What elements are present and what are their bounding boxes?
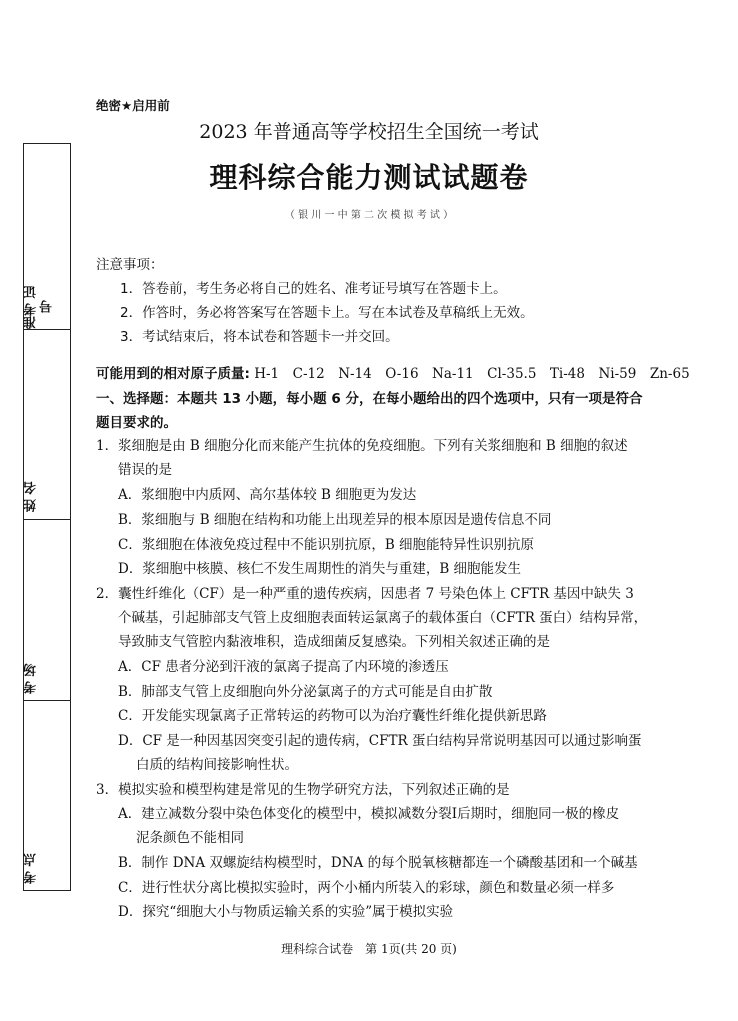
option-d-cont: 白质的结构间接影响性状。	[136, 757, 298, 773]
notice-item: 2．作答时，务必将答案写在答题卡上。写在本试卷及草稿纸上无效。	[120, 305, 534, 321]
atomic-masses-values: H-1 C-12 N-14 O-16 Na-11 Cl-35.5 Ti-48 Ni-59 Zn-65	[254, 366, 690, 382]
binding-column	[23, 143, 71, 891]
question-stem: 2．囊性纤维化（CF）是一种严重的遗传疾病，因患者 7 号染色体上 CFTR 基因中缺失 3	[96, 586, 634, 602]
option-a: A．CF 患者分泌到汗液的氯离子提高了内环境的渗透压	[118, 659, 449, 675]
atomic-masses-label: 可能用到的相对原子质量:	[96, 366, 250, 382]
atomic-masses	[96, 365, 690, 383]
binding-divider	[24, 329, 70, 330]
binding-label-name: 姓 名	[24, 481, 39, 513]
option-d: D．探究“细胞大小与物质运输关系的实验”属于模拟实验	[118, 904, 454, 920]
binding-label-exam-number: 准考 证号	[24, 285, 55, 329]
option-c: C．浆细胞在体液免疫过程中不能识别抗原，B 细胞能特异性识别抗原	[118, 537, 535, 553]
option-b: B．浆细胞与 B 细胞在结构和功能上出现差异的根本原因是遗传信息不同	[118, 512, 552, 528]
option-a: A．浆细胞中内质网、高尔基体较 B 细胞更为发达	[118, 487, 417, 503]
binding-divider	[24, 519, 70, 520]
confidential-mark: 绝密★启用前	[96, 98, 170, 113]
option-a: A．建立减数分裂中染色体变化的模型中，模拟减数分裂Ⅰ后期时，细胞同一极的橡皮	[118, 806, 620, 822]
notice-item: 1．答卷前，考生务必将自己的姓名、准考证号填写在答题卡上。	[120, 281, 507, 297]
option-d: D．浆细胞中核膜、核仁不发生周期性的消失与重建，B 细胞能发生	[118, 561, 522, 577]
option-b: B．制作 DNA 双螺旋结构模型时，DNA 的每个脱氧核糖都连一个磷酸基团和一个碱基	[118, 855, 638, 871]
binding-label-exam-room: 考 场	[24, 663, 39, 695]
binding-label-exam-site: 考 点	[24, 853, 39, 885]
exam-title: 2023 年普通高等学校招生全国统一考试	[199, 121, 539, 143]
notice-item: 3．考试结束后，将本试卷和答题卡一并交回。	[120, 329, 399, 345]
section-heading-cont: 题目要求的。	[96, 415, 177, 431]
option-c: C．开发能实现氯离子正常转运的药物可以为治疗囊性纤维化提供新思路	[118, 708, 547, 724]
question-stem-cont: 个碱基，引起肺部支气管上皮细胞表面转运氯离子的载体蛋白（CFTR 蛋白）结构异常，	[118, 610, 648, 626]
subtitle: （ 银 川 一 中 第 二 次 模 拟 考 试 ）	[284, 210, 454, 221]
notice-heading: 注意事项：	[96, 257, 164, 273]
page-footer: 理科综合试卷 第 1页(共 20 页)	[281, 942, 457, 956]
question-stem: 1．浆细胞是由 B 细胞分化而来能产生抗体的免疫细胞。下列有关浆细胞和 B 细胞的叙述	[96, 438, 628, 454]
page-title: 理科综合能力测试试题卷	[209, 161, 529, 194]
question-stem-cont: 导致肺支气管腔内黏液堆积，造成细菌反复感染。下列相关叙述正确的是	[118, 634, 550, 650]
option-d: D．CF 是一种因基因突变引起的遗传病，CFTR 蛋白结构异常说明基因可以通过影响蛋	[118, 733, 642, 749]
option-c: C．进行性状分离比模拟实验时，两个小桶内所装入的彩球，颜色和数量必须一样多	[118, 880, 615, 896]
option-b: B．肺部支气管上皮细胞向外分泌氯离子的方式可能是自由扩散	[118, 684, 493, 700]
option-a-cont: 泥条颜色不能相同	[136, 830, 244, 846]
section-heading: 一、选择题：本题共 13 小题，每小题 6 分，在每小题给出的四个选项中，只有一项是符合	[96, 391, 643, 407]
question-stem-cont: 错误的是	[118, 462, 172, 478]
question-stem: 3．模拟实验和模型构建是常见的生物学研究方法，下列叙述正确的是	[96, 782, 510, 798]
binding-divider	[24, 700, 70, 701]
